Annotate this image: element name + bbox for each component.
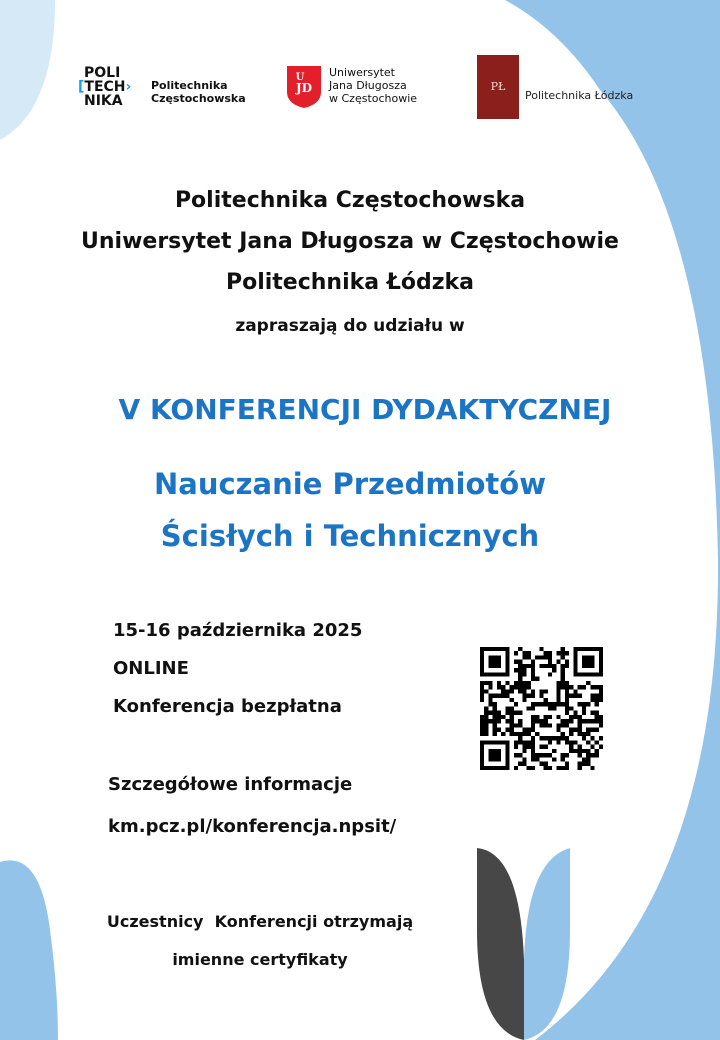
conference-subtitle — [0, 458, 700, 562]
logo-pcz-name: Częstochowska — [151, 92, 246, 105]
conference-url[interactable]: km.pcz.pl/konferencja.npsit/ — [108, 816, 397, 837]
ujd-shield-icon — [287, 66, 321, 108]
fee-info: Konferencja bezpłatna — [113, 696, 342, 717]
light-leaf-shape — [524, 848, 570, 1040]
svg-text:U: U — [295, 72, 305, 83]
logo-pl-name: Politechnika Łódzka — [525, 89, 634, 102]
subtitle-line: Ścisłych i Technicznych — [160, 519, 540, 553]
certificate-line: Uczestnicy Konferencji otrzymają — [106, 912, 414, 931]
logo-pcz-mark: POLI — [84, 65, 121, 81]
top-left-shape — [0, 0, 55, 140]
organizer: Politechnika Częstochowska — [174, 188, 526, 213]
logo-ujd-name: w Częstochowie — [329, 92, 418, 105]
more-info — [108, 764, 396, 848]
subtitle-line: Nauczanie Przedmiotów — [154, 467, 546, 501]
logo-pcz-name: Politechnika — [151, 79, 228, 92]
pl-emblem-icon: PŁ — [477, 55, 519, 119]
date: 15-16 października 2025 — [113, 620, 363, 641]
format: ONLINE — [113, 658, 189, 679]
details — [113, 612, 362, 726]
organizer: Politechnika Łódzka — [225, 270, 475, 295]
logo-ujd-name: Jana Długosza — [329, 79, 407, 92]
svg-text:JD: JD — [295, 81, 313, 95]
invite-text: zapraszają do udziału w — [235, 316, 465, 336]
certificate-line: imienne certyfikaty — [172, 950, 348, 969]
logo-pcz-mark: NIKA — [84, 93, 123, 109]
organizer: Uniwersytet Jana Długosza w Częstochowie — [81, 229, 619, 254]
logo-ujd — [287, 66, 418, 112]
qr-code[interactable] — [480, 646, 603, 771]
logo-pcz-mark: [TECH› — [78, 79, 132, 95]
more-info-label: Szczegółowe informacje — [108, 774, 353, 795]
conference-title: V KONFERENCJI DYDAKTYCZNEJ — [118, 393, 612, 426]
organizers — [0, 180, 700, 303]
certificate-note — [0, 903, 520, 979]
logo-ujd-name: Uniwersytet — [329, 66, 395, 79]
